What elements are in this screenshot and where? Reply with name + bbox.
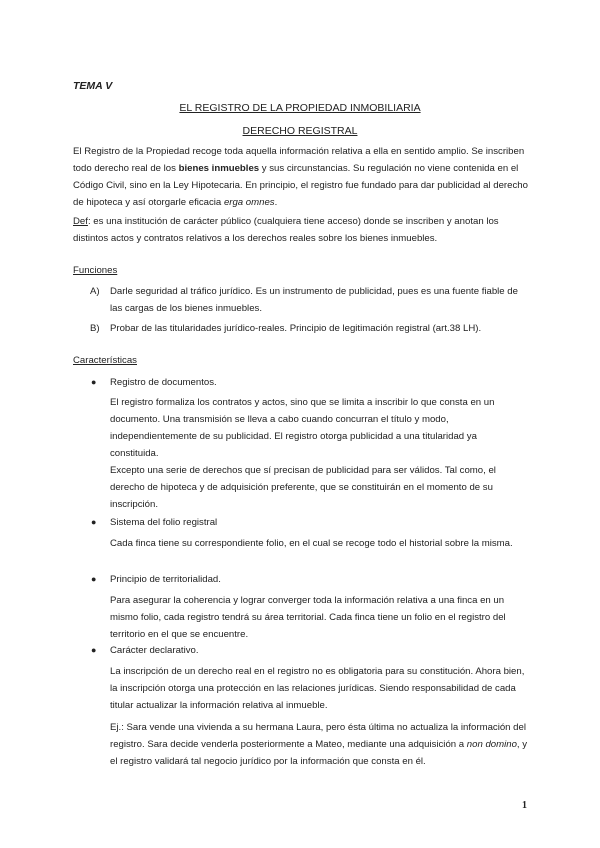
definition-text: : es una institución de carácter público (cualquiera tiene acceso) donde se inscriben y anotan los distintos actos y contratos relativos a los derechos reales sobre los bienes inmuebles. [73,216,499,244]
funciones-heading: Funciones [73,265,118,276]
caracteristica-title: Sistema del folio registral [110,517,218,528]
example-text-b: , y el registro validará tal negocio jurídico por la información que consta en él. [110,739,528,767]
example-paragraph [110,719,528,770]
caracteristicas-heading: Características [73,355,137,366]
intro-text-c: . [274,197,278,208]
intro-text-a: El Registro de la Propiedad recoge toda aquella información relativa a ella en sentido amplio. Se inscriben todo derecho real de los [73,146,525,174]
page-number: 1 [522,800,527,811]
caracteristica-paragraph: El registro formaliza los contratos y actos, sino que se limita a inscribir lo que consta en un documento. Una transmisión se lleva a cabo cuando concurran el título y modo, independientemente de su publicidad. El registro otorga publicidad a una titularidad ya constituida. [110,397,495,459]
caracteristica-paragraph: La inscripción de un derecho real en el registro no es obligatoria para su constitución. Ahora bien, la inscripción otorga una protección en las relaciones jurídicas. Siendo responsabilidad de cada titular actualizar la información relativa al inmueble. [110,666,525,711]
bullet-icon: ● [91,574,97,584]
bullet-icon: ● [91,645,97,655]
page-title: EL REGISTRO DE LA PROPIEDAD INMOBILIARIA [179,102,421,114]
funciones-item-label: B) [90,323,100,334]
intro-bold: bienes inmuebles [178,163,260,174]
caracteristica-paragraph: Para asegurar la coherencia y lograr converger toda la información relativa a una finca en un mismo folio, cada registro tendrá su área territorial. Cada finca tiene un folio en el registro del territorio en el que se encuentre. [110,595,506,640]
intro-italic: erga omnes [223,197,275,208]
caracteristica-title: Carácter declarativo. [110,645,199,656]
bullet-icon: ● [91,377,97,387]
funciones-item-text: Probar de las titularidades jurídico-reales. Principio de legitimación registral (art.38 LH). [110,323,482,334]
example-text-a: Ej.: Sara vende una vivienda a su hermana Laura, pero ésta última no actualiza la información del registro. Sara decide venderla posteriormente a Mateo, mediante una adquisición a [110,722,526,750]
definition-label: Def [73,216,88,227]
definition-paragraph [73,213,528,247]
example-italic: non domino [466,739,517,750]
intro-paragraph [73,143,528,211]
funciones-item-text: Darle seguridad al tráfico jurídico. Es un instrumento de publicidad, pues es una fuente fiable de las cargas de los bienes inmuebles. [110,286,518,314]
page-subtitle: DERECHO REGISTRAL [242,125,358,137]
caracteristica-title: Registro de documentos. [110,377,217,388]
caracteristica-paragraph: Cada finca tiene su correspondiente folio, en el cual se recoge todo el historial sobre la misma. [110,538,513,549]
tema-label: TEMA V [73,80,113,92]
caracteristica-title: Principio de territorialidad. [110,574,221,585]
intro-text-b: y sus circunstancias. Su regulación no viene contenida en el Código Civil, sino en la Ley Hipotecaria. En principio, el registro fue fundado para dar publicidad al derecho de hipoteca y así otorgarle eficacia [73,163,528,208]
bullet-icon: ● [91,517,97,527]
caracteristica-paragraph: Excepto una serie de derechos que sí precisan de publicidad para ser válidos. Tal como, el derecho de hipoteca y de adquisición preferente, que se constituirán en el momento de su inscripción. [110,465,496,510]
funciones-item-label: A) [90,286,100,297]
